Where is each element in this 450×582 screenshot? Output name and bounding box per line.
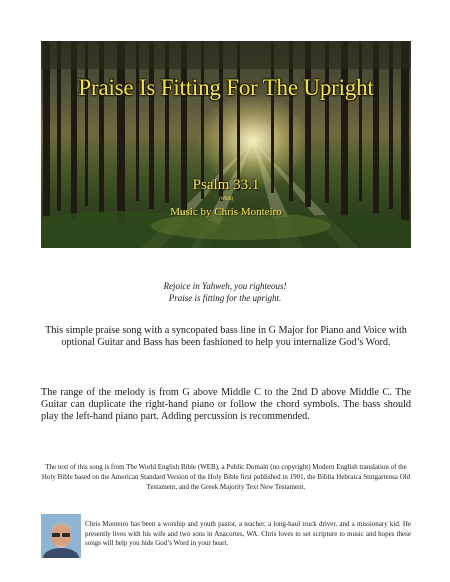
cover-image [41, 41, 411, 248]
verse-line-2: Praise is fitting for the upright. [168, 293, 282, 303]
scripture-verse [0, 280, 450, 304]
psalm-reference: Psalm 33.1 [192, 177, 260, 193]
author-bio: Chris Monteiro has been a worship and youth pastor, a teacher, a long-haul truck driver, and a missionary kid. He presently lives with his wife and two sons in Anacortes, WA. Chris loves to set scripture to music and hopes these songs will help you hide God’s Word in your heart. [85, 520, 411, 547]
verse-line-1: Rejoice in Yahweh, you righteous! [163, 281, 287, 291]
bible-version: (WEB) [218, 197, 234, 202]
author-portrait-icon [41, 514, 81, 558]
source-note: The text of this song is from The World English Bible (WEB), a Public Domain (no copyright) Modern English translation of the Holy Bible based on the American Standard Version of the Holy Bible first published in 1901, the Biblia Hebraica Stutgartensa Old Testament, and the Greek Majority Text New Testament. [41, 463, 411, 491]
description-paragraph-2: The range of the melody is from G above Middle C to the 2nd D above Middle C. The Guitar can duplicate the right-hand piano or follow the chord symbols. The bass should play the left-hand piano part. Adding percussion is recommended. [41, 387, 411, 422]
composer-credit: Music by Chris Monteiro [170, 206, 282, 218]
cover-title: Praise Is Fitting For The Upright [78, 75, 374, 100]
description-paragraph-1: This simple praise song with a syncopated bass line in G Major for Piano and Voice with optional Guitar and Bass has been fashioned to help you internalize God’s Word. [45, 325, 407, 348]
